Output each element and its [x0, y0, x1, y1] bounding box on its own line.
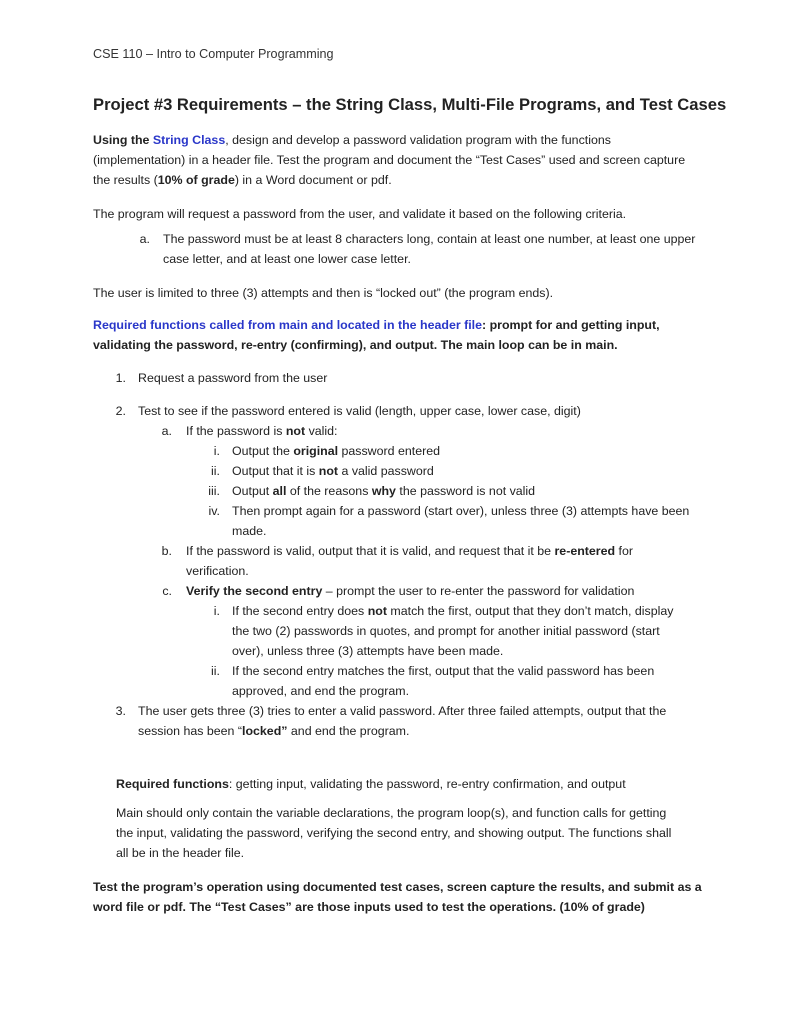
step-3-text: The user gets three (3) tries to enter a valid password. After three failed attempts, output that the session has been “locked” and end the program. [138, 704, 667, 738]
step-2c-text: Verify the second entry – prompt the user to re-enter the password for validation [186, 584, 635, 598]
step-3-marker: 3. [115, 704, 126, 718]
string-class-term: String Class [152, 133, 226, 147]
attempts-note: The user is limited to three (3) attempts and then is “locked out” (the program ends). [93, 286, 554, 300]
criteria-item-text: The password must be at least 8 characters long, contain at least one number, at least one upper case letter, and at least one lower case letter. [163, 232, 696, 266]
intro-paragraph [93, 130, 705, 190]
step-2a-iii-text: Output all of the reasons why the password is not valid [232, 484, 536, 498]
required-functions-header [93, 315, 705, 355]
step-2-marker: 2. [115, 404, 126, 418]
intro-lead: Using the [93, 133, 150, 147]
step-2a-marker: a. [161, 424, 172, 438]
criteria-intro: The program will request a password from the user, and validate it based on the following criteria. [93, 207, 627, 221]
step-2a-text: If the password is not valid: [186, 424, 338, 438]
step-2a-i-text: Output the original password entered [232, 444, 441, 458]
step-2b-marker: b. [161, 544, 172, 558]
step-2c-i-marker: i. [213, 604, 220, 618]
intro-grade-note: 10% of grade [157, 173, 235, 187]
step-2a-iv-text: Then prompt again for a password (start over), unless three (3) attempts have been made. [232, 504, 690, 538]
step-2a-ii-marker: ii. [211, 464, 220, 478]
header-file-note: Required functions called from main and located in the header file [93, 318, 482, 332]
step-2a-ii-text: Output that it is not a valid password [232, 464, 434, 478]
step-2c-ii-text: If the second entry matches the first, output that the valid password has been approved, and end the program. [232, 664, 655, 698]
step-1-marker: 1. [115, 371, 126, 385]
step-2-text: Test to see if the password entered is valid (length, upper case, lower case, digit) [138, 404, 581, 418]
main-description: Main should only contain the variable declarations, the program loop(s), and function calls for getting the input, validating the password, verifying the second entry, and showing output. The functions shall all be in the header file. [116, 806, 672, 860]
page-title: Project #3 Requirements – the String Class, Multi-File Programs, and Test Cases [93, 95, 727, 114]
step-1-text: Request a password from the user [138, 371, 328, 385]
intro-text-1: , design and develop a password validation program with the functions (implementation) in a header file. Test the program and document the “Test Cases” used and screen capture the results ( [93, 133, 686, 187]
test-instructions: Test the program’s operation using documented test cases, screen capture the results, and submit as a word file or pdf. The “Test Cases” are those inputs used to test the operations. (10% of grade) [93, 880, 702, 914]
step-2a-iv-marker: iv. [208, 504, 220, 518]
step-2c-ii-marker: ii. [211, 664, 220, 678]
required-header-text: : prompt for and getting input, validating the password, re-entry (confirming), and output. The main loop can be in main. [93, 318, 660, 352]
course-header: CSE 110 – Intro to Computer Programming [93, 47, 334, 61]
step-2c-i-text: If the second entry does not match the first, output that they don’t match, display the two (2) passwords in quotes, and prompt for another initial password (start over), unless three (3) attempts have been made. [232, 604, 674, 658]
criteria-item-marker: a. [139, 232, 150, 246]
step-2c-marker: c. [162, 584, 172, 598]
step-2b-text: If the password is valid, output that it is valid, and request that it be re-entered for verification. [186, 544, 633, 578]
required-functions-summary: Required functions: getting input, validating the password, re-entry confirmation, and output [116, 777, 626, 791]
step-2a-iii-marker: iii. [208, 484, 220, 498]
step-2a-i-marker: i. [213, 444, 220, 458]
intro-text-2: ) in a Word document or pdf. [234, 173, 392, 187]
